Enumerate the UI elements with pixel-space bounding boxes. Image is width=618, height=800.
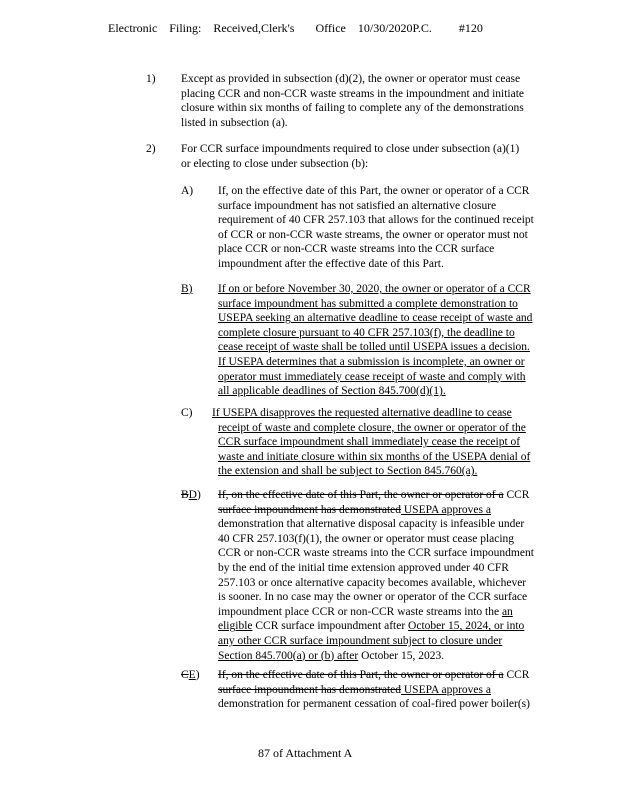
struck-text: surface impoundment has demonstrated <box>218 503 401 516</box>
subitem-c-letter: C) <box>181 407 193 419</box>
page-footer: 87 of Attachment A <box>258 746 353 760</box>
subitem-a-letter: A) <box>181 185 194 197</box>
struck-text: If, on the effective date of this Part, the owner or operator of a <box>218 669 504 681</box>
subitem-b-text: If on or before November 30, 2020, the owner or operator of a CCR surface impoundment has submitted a complete demonstration to USEPA seeking an alternative deadline to cease receipt of waste and complete closure pursuant to 40 CFR 257.103(f), the deadline to cease receipt of waste shall be tolled until USEPA issues a decision. If USEPA determines that a submission is incomplete, an owner or operator must immediately cease receipt of waste and comply with all applicable deadlines of Section 845.700(d)(1). <box>218 283 533 398</box>
subitem-b-letter: B) <box>181 283 193 295</box>
subitem-a-text: If, on the effective date of this Part, the owner or operator of a CCR surface impoundment has not satisfied an alternative closure requirement of 40 CFR 257.103 that allows for the continued receipt of CCR or non-CCR waste streams, the owner or operator must not place CCR or non-CCR waste streams into the CCR surface impoundment after the effective date of this Part. <box>218 185 534 270</box>
subitem-e-text: If, on the effective date of this Part, the owner or operator of a CCR surface impoundment has demonstrated USEPA approves a demonstration for permanent cessation of coal-fired power boiler(s) <box>218 669 530 711</box>
struck-text: If, on the effective date of this Part, the owner or operator of a <box>218 489 504 501</box>
item-2-text: For CCR surface impoundments required to close under subsection (a)(1) or electing to close under subsection (b): <box>181 143 520 170</box>
filing-header: Electronic Filing: Received,Clerk's Office 10/30/2020P.C. #120 <box>108 21 483 35</box>
old-letter: B <box>181 489 189 501</box>
subitem-e-letter: CE) <box>181 669 200 681</box>
item-1-text: Except as provided in subsection (d)(2), the owner or operator must cease placing CCR and non-CCR waste streams in the impoundment and initiate closure within six months of failing to complete any of the demonstrations listed in subsection (a). <box>181 73 525 129</box>
struck-text: surface impoundment has demonstrated <box>218 683 401 696</box>
new-letter: E <box>188 669 196 681</box>
item-2-number: 2) <box>146 143 156 155</box>
subitem-d-text: If, on the effective date of this Part, the owner or operator of a CCR surface impoundment has demonstrated USEPA approves a demonstration that alternative disposal capacity is infeasible under 40 CFR 257.103(f)(1), the owner or operator must cease placing CCR or non-CCR waste streams into the CCR surface impoundment by the end of the initial time extension approved under 40 CFR 257.103 or once alternative capacity becomes available, whichever is sooner. In no case may the owner or operator of the CCR surface impoundment place CCR or non-CCR waste streams into the an eligible CCR surface impoundment after October 15, 2024, or into any other CCR surface impoundment subject to closure under Section 845.700(a) or (b) after October 15, 2023. <box>218 489 534 662</box>
item-1-number: 1) <box>146 73 156 85</box>
subitem-d-letter: BD) <box>181 489 201 501</box>
old-letter: C <box>181 669 189 681</box>
new-letter: D <box>188 489 197 501</box>
subitem-c-text: If USEPA disapproves the requested alternative deadline to cease receipt of waste and complete closure, the owner or operator of the CCR surface impoundment shall immediately cease the receipt of waste and initiate closure within six months of the USEPA denial of the extension and shall be subject to Section 845.760(a). <box>212 407 531 478</box>
